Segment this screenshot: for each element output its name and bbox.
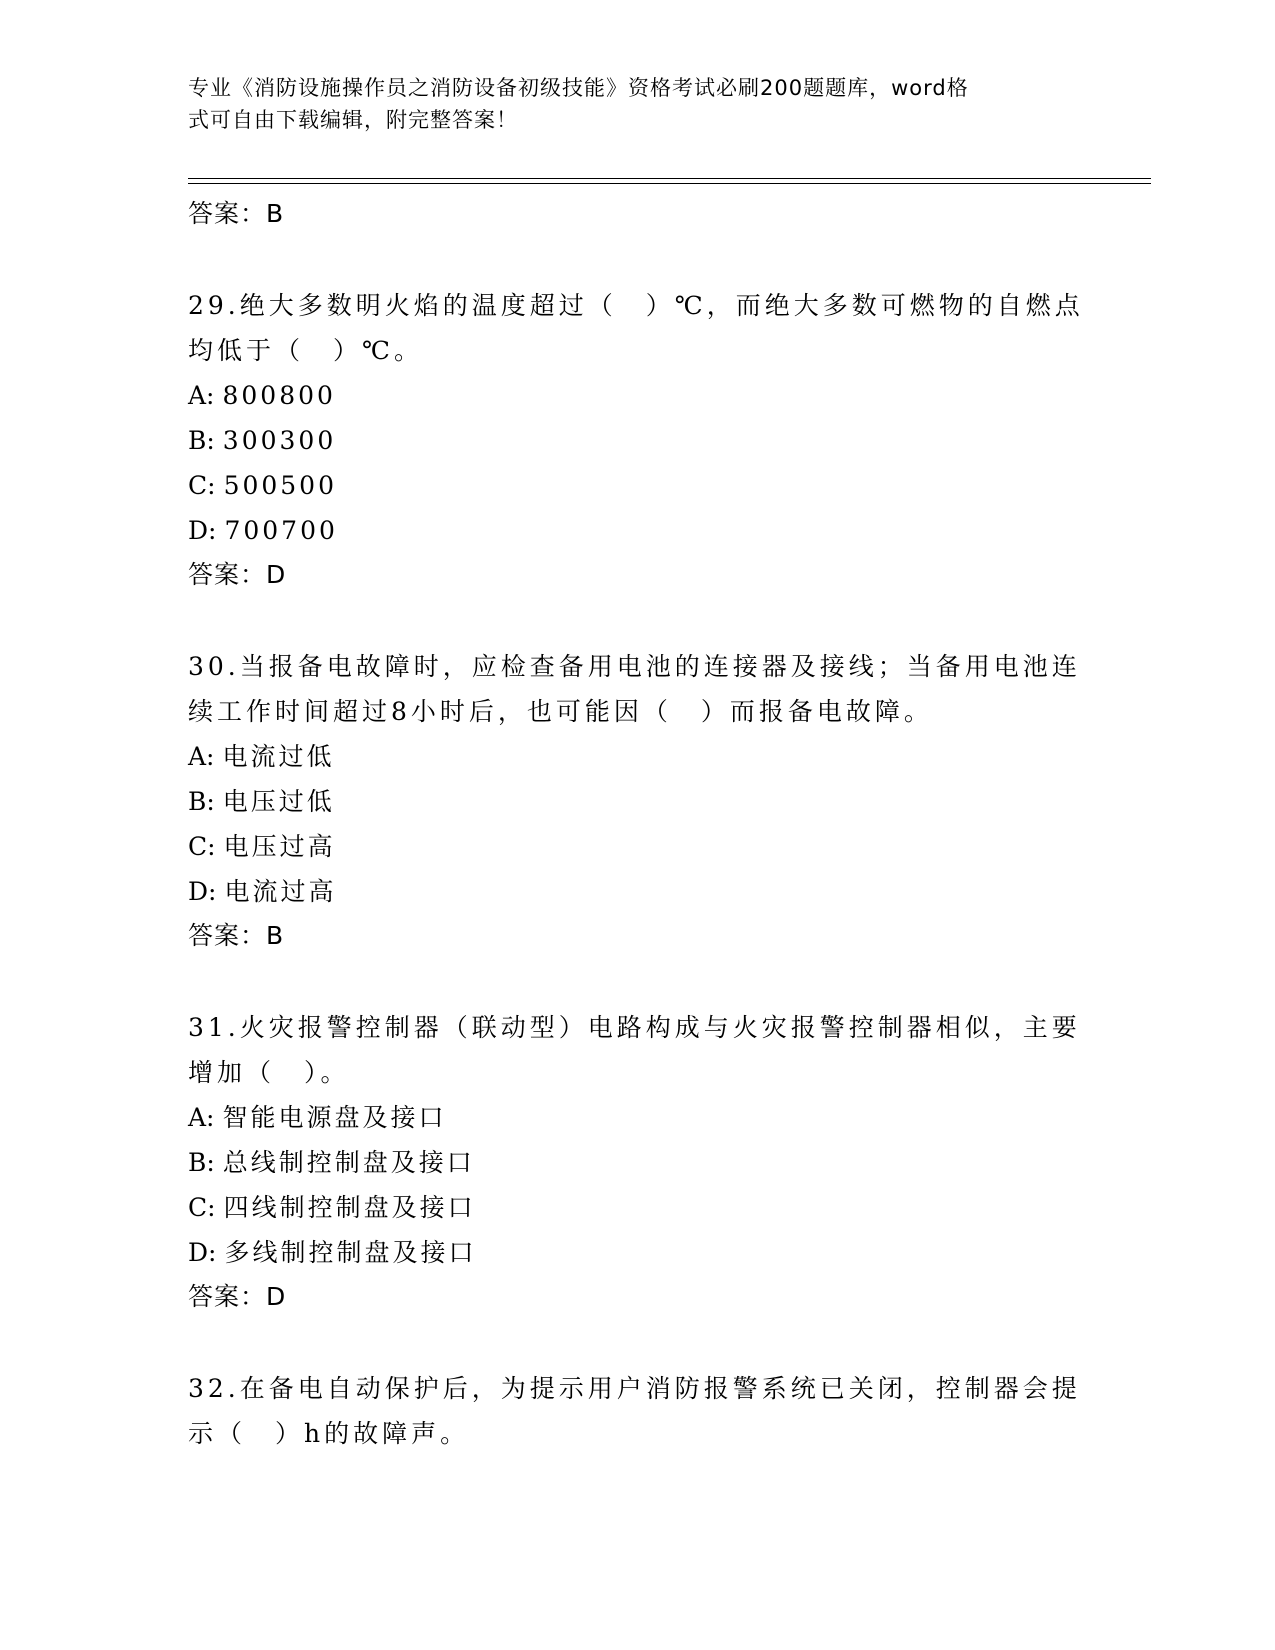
question-stem-line-2: 均低于（ ）℃。 [188,336,423,365]
option-text: 电流过高 [224,877,337,906]
answer: 答案：B [188,921,285,950]
option-text: 总线制控制盘及接口 [222,1148,475,1177]
question-stem-line-1: 31.火灾报警控制器（联动型）电路构成与火灾报警控制器相似，主要 [188,1013,1081,1042]
option-text: 电流过低 [222,742,335,771]
option-key: B: [188,1148,215,1177]
question-32 [188,1366,1088,1456]
question-30 [188,644,1088,959]
header-line-2: 式可自由下载编辑，附完整答案！ [188,108,518,132]
option-d [188,508,1088,553]
question-31 [188,1005,1088,1320]
page-header [188,72,1078,136]
option-a [188,373,1088,418]
option-a [188,1095,1088,1140]
option-key: C: [188,832,216,861]
option-b [188,1140,1088,1185]
option-c [188,824,1088,869]
option-key: D: [188,516,217,545]
option-key: C: [188,1193,216,1222]
option-text: 300300 [222,426,337,455]
option-text: 700700 [224,516,338,545]
header-divider-top [188,178,1151,179]
question-stem-line-2: 增加（ ）。 [188,1058,350,1087]
option-text: 电压过高 [223,832,336,861]
option-text: 800800 [222,381,336,410]
question-stem-line-1: 29.绝大多数明火焰的温度超过（ ）℃，而绝大多数可燃物的自燃点 [188,291,1084,320]
option-c [188,1185,1088,1230]
option-d [188,869,1088,914]
option-text: 四线制控制盘及接口 [223,1193,476,1222]
option-text: 多线制控制盘及接口 [224,1238,477,1267]
option-key: B: [188,426,215,455]
option-a [188,734,1088,779]
header-divider-bottom [188,183,1151,184]
answer: 答案：D [188,560,287,589]
question-stem-line-2: 续工作时间超过8小时后，也可能因（ ）而报备电故障。 [188,697,933,726]
option-b [188,418,1088,463]
option-key: D: [188,877,217,906]
option-text: 电压过低 [222,787,335,816]
question-list [188,192,1088,1456]
option-text: 500500 [223,471,337,500]
option-key: B: [188,787,215,816]
option-b [188,779,1088,824]
option-key: D: [188,1238,217,1267]
option-d [188,1230,1088,1275]
option-text: 智能电源盘及接口 [222,1103,447,1132]
option-c [188,463,1088,508]
question-stem-line-1: 32.在备电自动保护后，为提示用户消防报警系统已关闭，控制器会提 [188,1374,1081,1403]
header-line-1: 专业《消防设施操作员之消防设备初级技能》资格考试必刷200题题库，word格 [188,76,969,100]
answer: 答案：D [188,1282,287,1311]
option-key: A: [188,1103,215,1132]
option-key: C: [188,471,216,500]
question-stem-line-1: 30.当报备电故障时，应检查备用电池的连接器及接线；当备用电池连 [188,652,1081,681]
option-key: A: [188,742,215,771]
option-key: A: [188,381,215,410]
question-29 [188,283,1088,598]
previous-answer: 答案：B [188,199,285,228]
question-stem-line-2: 示（ ）h的故障声。 [188,1419,470,1448]
